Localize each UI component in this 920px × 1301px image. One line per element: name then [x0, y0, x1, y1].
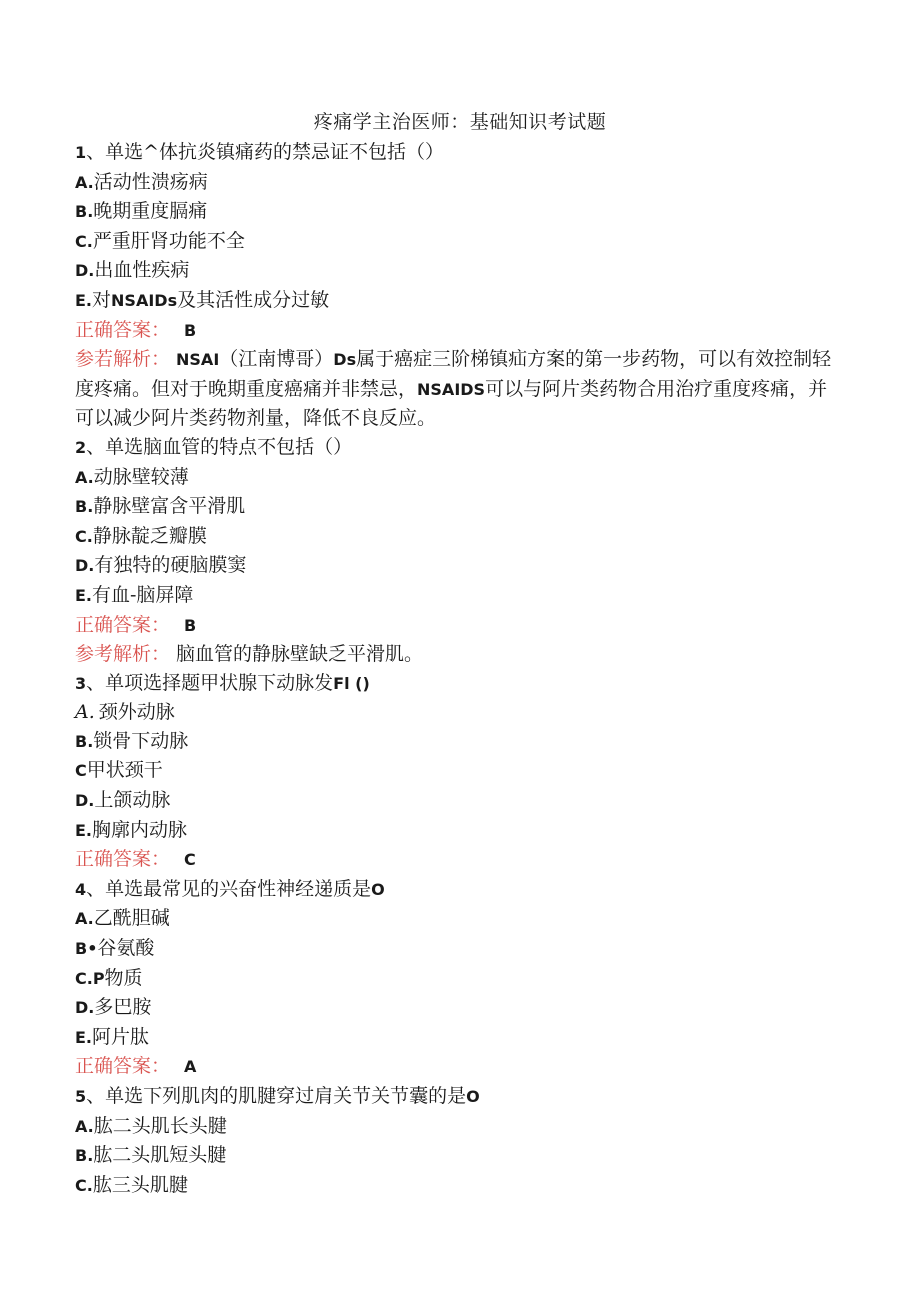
- question-5-stem: 5、单选下列肌肉的肌腱穿过肩关节关节囊的是O: [75, 1085, 480, 1107]
- option-b: B•谷氨酸: [75, 937, 155, 960]
- question-number: 5: [75, 1087, 87, 1106]
- option-b: B.静脉壁富含平滑肌: [75, 495, 246, 518]
- option-e: E.胸廓内动脉: [75, 818, 188, 841]
- question-1-stem: 1、单选^体抗炎镇痛药的禁忌证不包括（）: [75, 141, 445, 163]
- correct-answer: 正确答案： A: [75, 1055, 197, 1078]
- option-c: C.静脉靛乏瓣膜: [75, 524, 207, 547]
- question-3-stem: 3、单项选择题甲状腺下动脉发Fl (): [75, 671, 370, 694]
- option-a: A.动脉壁较薄: [75, 465, 189, 488]
- document-title: 疼痛学主治医师：基础知识考试题: [313, 111, 607, 133]
- question-4-stem: 4、单选最常见的兴奋性神经递质是O: [75, 877, 385, 900]
- option-d: D.多巴胺: [75, 996, 152, 1019]
- correct-answer: 正确答案： B: [75, 613, 197, 636]
- option-c: C.严重肝肾功能不全: [75, 229, 245, 252]
- option-c: C甲状颈干: [75, 759, 163, 782]
- option-d: D.有独特的硬脑膜窦: [75, 554, 247, 577]
- option-c: C.P物质: [75, 966, 143, 989]
- option-a: A.乙酰胆碱: [75, 907, 170, 930]
- question-number: 3: [75, 673, 87, 693]
- question-number: 2: [75, 437, 87, 457]
- option-d: D.上颌动脉: [75, 789, 171, 812]
- option-d: D.出血性疾病: [75, 259, 190, 282]
- option-b: B.肱二头肌短头腱: [75, 1144, 227, 1167]
- question-2-stem: 2、单选脑血管的特点不包括（）: [75, 435, 353, 458]
- answer-analysis: 参若解析： NSAI（江南博哥）Ds属于癌症三阶梯镇疝方案的第一步药物，可以有效控制轻度疼痛。但对于晚期重度癌痛并非禁忌，NSAIDS可以与阿片类药物合用治疗重度疼痛，并可以减少阿片类药物剂量，降低不良反应。: [75, 348, 832, 430]
- answer-analysis: 参考解析： 脑血管的静脉壁缺乏平滑肌。: [75, 643, 424, 666]
- correct-answer: 正确答案： B: [75, 318, 197, 341]
- option-b: B.晚期重度膈痛: [75, 200, 208, 223]
- option-a: A. 颈外动脉: [75, 701, 175, 724]
- option-b: B.锁骨下动脉: [75, 729, 189, 752]
- option-c: C.肱三头肌腱: [75, 1173, 188, 1196]
- option-e: E.有血-脑屏障: [75, 583, 194, 606]
- question-number: 1: [75, 143, 87, 162]
- option-a: A.活动性溃疡病: [75, 170, 208, 193]
- option-a: A.肱二头肌长头腱: [75, 1114, 227, 1137]
- question-number: 4: [75, 879, 87, 899]
- option-e: E.阿片肽: [75, 1025, 150, 1048]
- question-list: [75, 138, 845, 1200]
- option-e: E.对NSAIDs及其活性成分过敏: [75, 288, 330, 311]
- correct-answer: 正确答案： C: [75, 848, 196, 871]
